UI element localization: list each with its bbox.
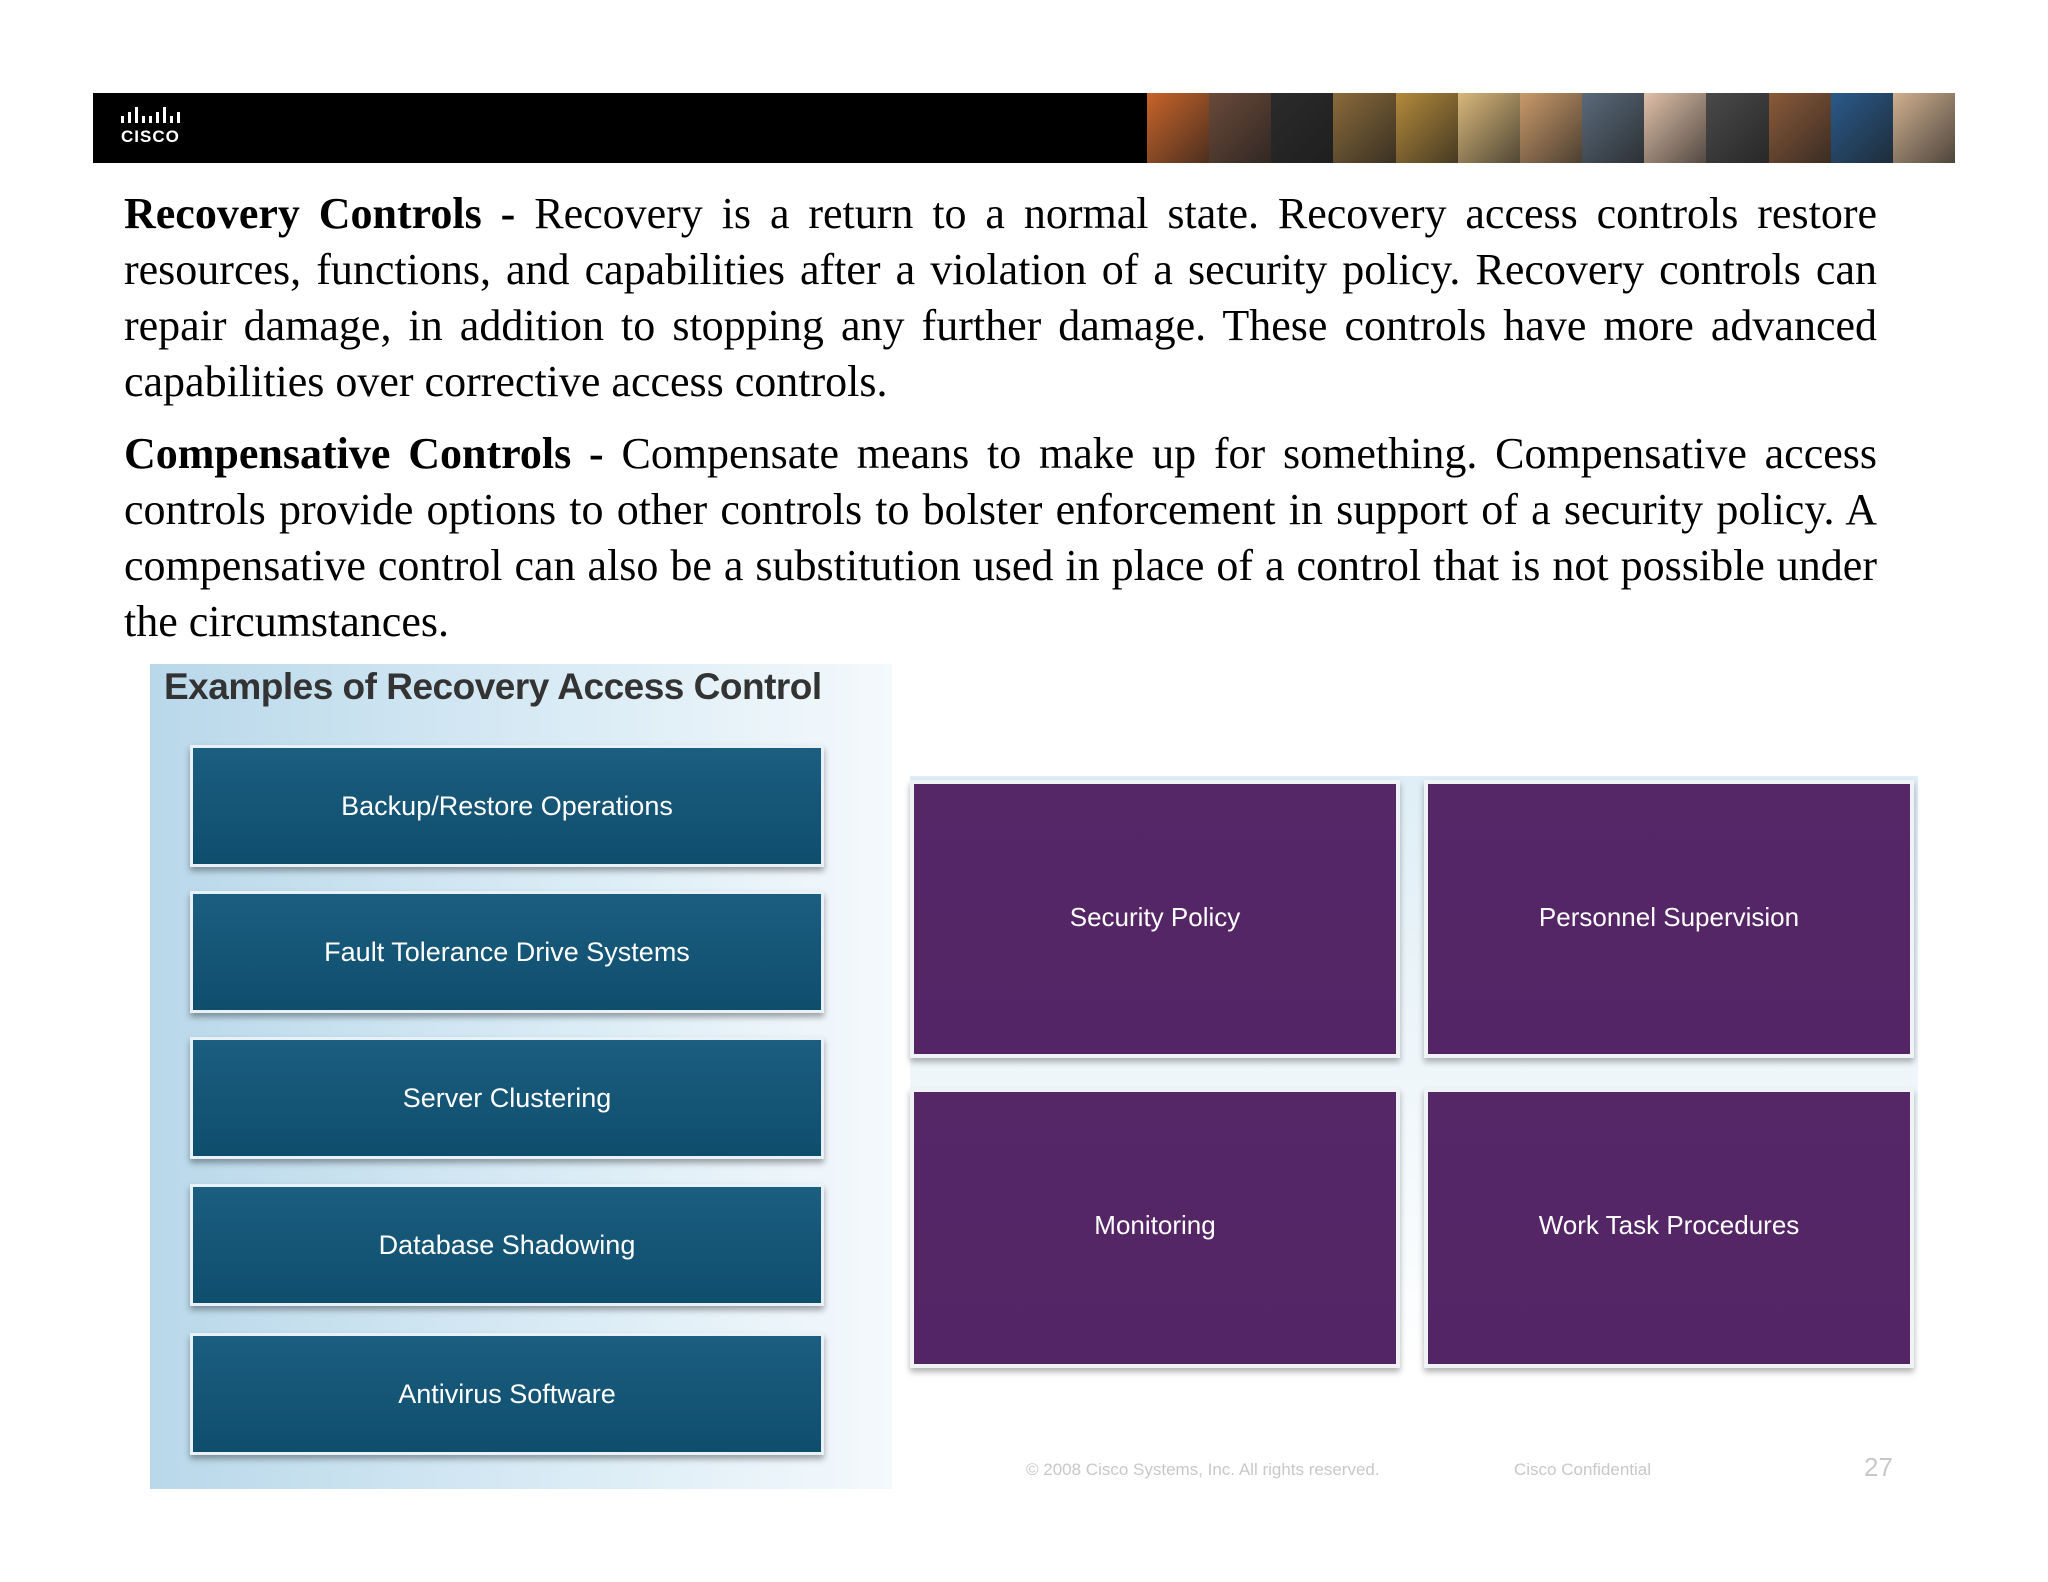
paragraph-compensative-controls xyxy=(124,426,1877,650)
photo-tile xyxy=(1831,93,1893,163)
paragraph-text: Recovery is a return to a normal state. Recovery access controls restore resources, functions, and capabilities after a violation of a security policy. Recovery controls can repair damage, in addition to stopping any further damage. These controls have more advanced capabilities over corrective access controls. xyxy=(124,189,1877,406)
recovery-item-label: Database Shadowing xyxy=(378,1229,636,1260)
recovery-item-label: Server Clustering xyxy=(402,1082,612,1113)
photo-tile xyxy=(1396,93,1458,163)
page-number: 27 xyxy=(1864,1452,1893,1482)
recovery-item-backup-restore xyxy=(190,745,824,867)
photo-tile xyxy=(1147,93,1209,163)
photo-tile xyxy=(1582,93,1644,163)
photo-tile xyxy=(1706,93,1768,163)
photo-tile xyxy=(1520,93,1582,163)
recovery-item-label: Backup/Restore Operations xyxy=(341,790,673,821)
photo-tile xyxy=(1893,93,1955,163)
paragraph-recovery-controls xyxy=(124,186,1877,410)
cisco-logo xyxy=(119,107,199,151)
photo-tile xyxy=(1333,93,1395,163)
recovery-item-antivirus xyxy=(190,1333,824,1455)
recovery-item-database-shadowing xyxy=(190,1184,824,1306)
photo-strip xyxy=(1147,93,1955,163)
footer-copyright: © 2008 Cisco Systems, Inc. All rights reserved. xyxy=(1026,1460,1380,1479)
photo-tile xyxy=(1644,93,1706,163)
compensative-item-monitoring xyxy=(910,1088,1400,1368)
compensative-figure xyxy=(910,776,1918,1374)
photo-tile xyxy=(1458,93,1520,163)
logo-wordmark: CISCO xyxy=(121,127,180,146)
compensative-item-label: Security Policy xyxy=(1069,902,1241,932)
paragraph-heading: Recovery Controls - xyxy=(124,189,516,238)
compensative-item-personnel-supervision xyxy=(1424,780,1914,1058)
photo-tile xyxy=(1271,93,1333,163)
photo-tile xyxy=(1209,93,1271,163)
recovery-item-fault-tolerance xyxy=(190,891,824,1013)
paragraph-text: Compensate means to make up for something. Compensative access controls provide options to other controls to bolster enforcement in support of a security policy. A compensative control can also be a substitution used in place of a control that is not possible under the circumstances. xyxy=(124,429,1878,646)
recovery-item-label: Fault Tolerance Drive Systems xyxy=(324,936,690,967)
photo-tile xyxy=(1769,93,1831,163)
recovery-figure xyxy=(150,664,892,1489)
recovery-item-label: Antivirus Software xyxy=(398,1378,616,1409)
header-bar xyxy=(93,93,1955,163)
paragraph-heading: Compensative Controls - xyxy=(124,429,604,478)
compensative-item-label: Work Task Procedures xyxy=(1538,1210,1800,1240)
figure-title: Examples of Recovery Access Control xyxy=(164,666,822,707)
compensative-item-security-policy xyxy=(910,780,1400,1058)
recovery-item-server-clustering xyxy=(190,1037,824,1159)
compensative-item-label: Personnel Supervision xyxy=(1538,902,1800,932)
footer-confidential: Cisco Confidential xyxy=(1514,1460,1652,1479)
compensative-item-work-task-procedures xyxy=(1424,1088,1914,1368)
compensative-item-label: Monitoring xyxy=(1094,1210,1216,1240)
body-text xyxy=(124,186,1877,666)
cisco-bars-icon xyxy=(119,107,199,125)
